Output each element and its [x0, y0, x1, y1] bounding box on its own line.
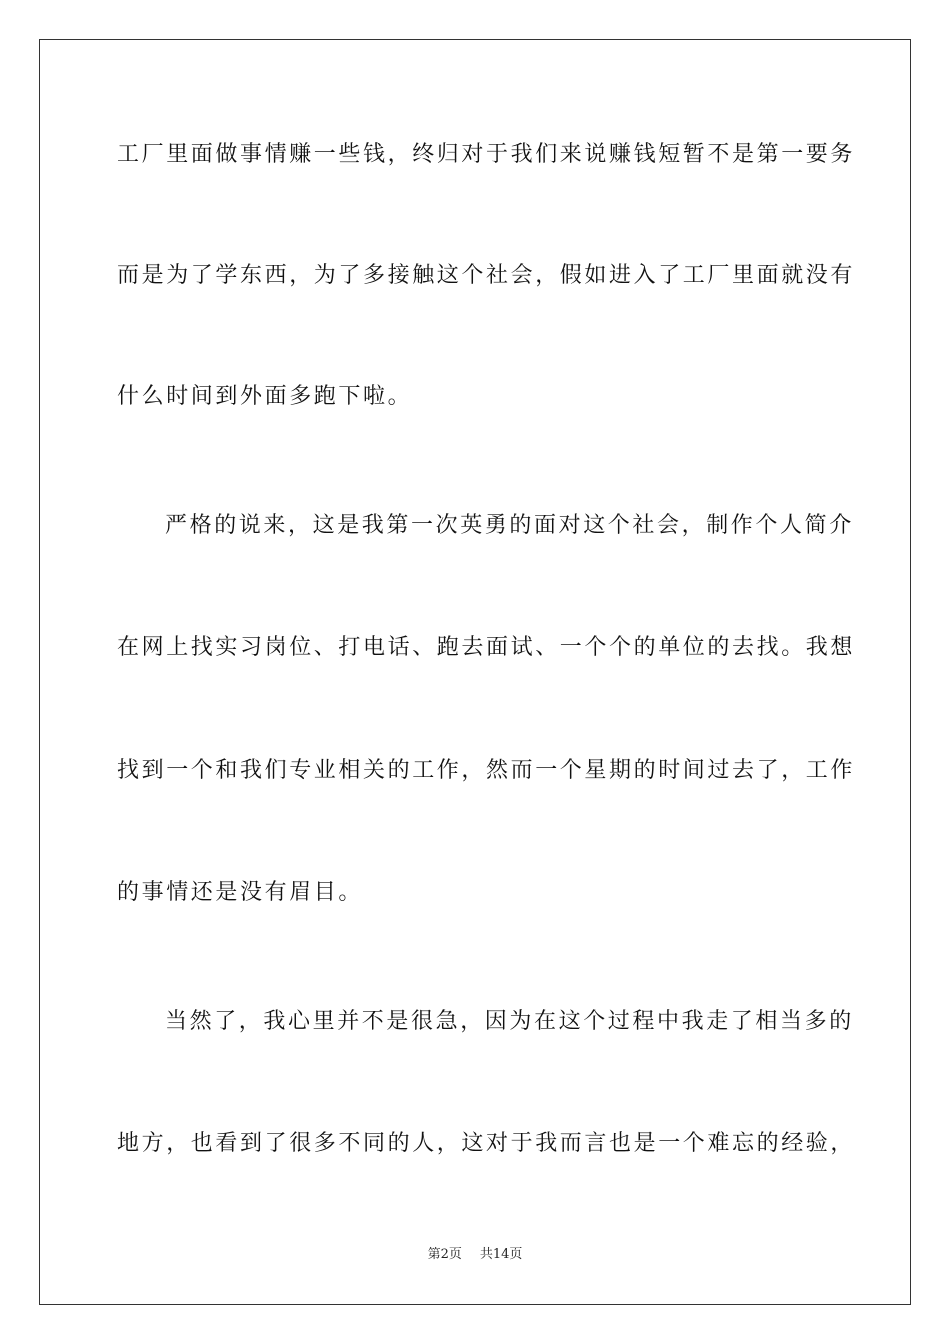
- text-line: 找到一个和我们专业相关的工作，然而一个星期的时间过去了，工作: [117, 758, 856, 783]
- paragraph-first-line: 严格的说来，这是我第一次英勇的面对这个社会，制作个人简介: [165, 513, 854, 538]
- text-line: 的事情还是没有眉目。: [117, 880, 364, 905]
- page-total: 共14页: [479, 1247, 523, 1262]
- text-line: 地方，也看到了很多不同的人，这对于我而言也是一个难忘的经验，: [117, 1131, 856, 1156]
- text-line: 在网上找实习岗位、打电话、跑去面试、一个个的单位的去找。我想: [117, 635, 856, 660]
- page-footer: [0, 1246, 950, 1264]
- page-border: [39, 39, 911, 1305]
- page-number: 第2页: [427, 1247, 462, 1262]
- text-line: 而是为了学东西，为了多接触这个社会，假如进入了工厂里面就没有: [117, 263, 856, 288]
- paragraph-first-line: 当然了，我心里并不是很急，因为在这个过程中我走了相当多的: [165, 1009, 854, 1034]
- text-line: 工厂里面做事情赚一些钱，终归对于我们来说赚钱短暂不是第一要务: [117, 142, 856, 167]
- text-line: 什么时间到外面多跑下啦。: [117, 384, 413, 409]
